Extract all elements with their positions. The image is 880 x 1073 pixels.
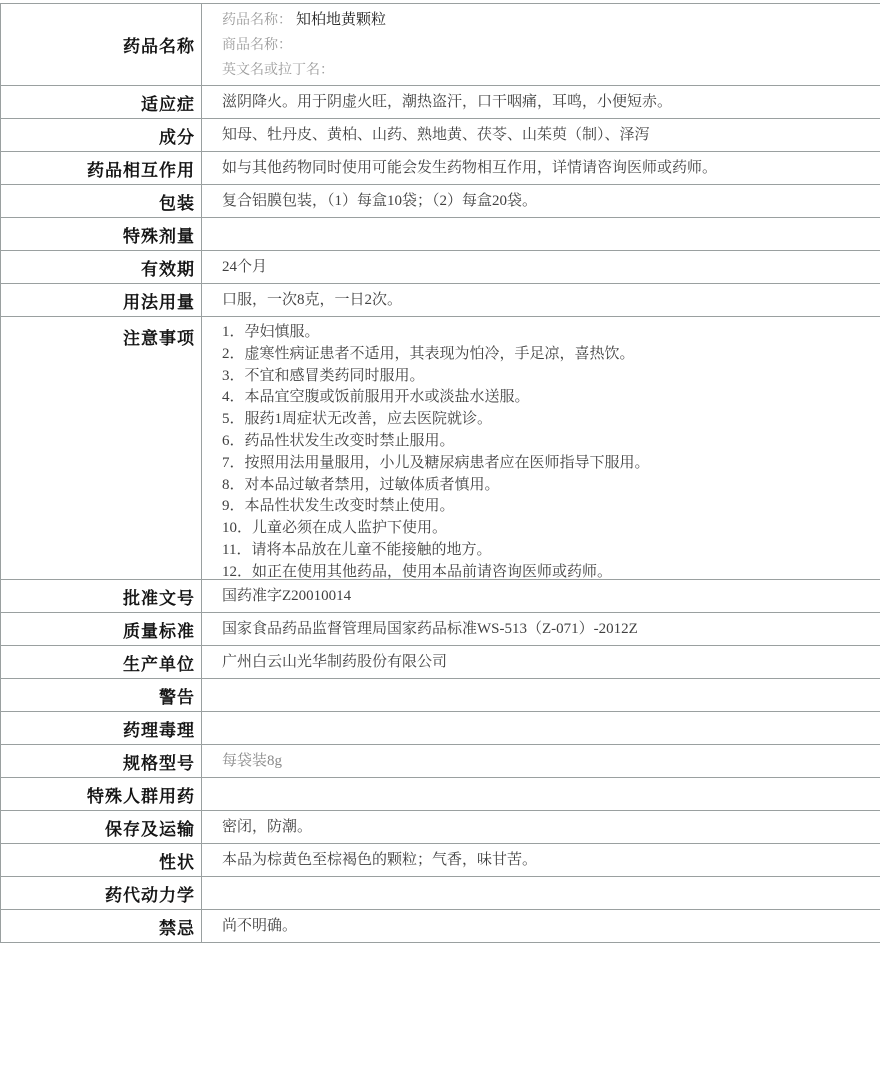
row-value bbox=[202, 877, 880, 909]
english-name-sublabel: 英文名或拉丁名： bbox=[222, 62, 334, 78]
drug-name-sublabel: 药品名称： bbox=[222, 12, 292, 28]
table-rows-container bbox=[1, 86, 880, 943]
note-item: 9．本品性状发生改变时禁止使用。 bbox=[222, 498, 455, 515]
note-item: 10．儿童必须在成人监护下使用。 bbox=[222, 520, 448, 537]
table-row bbox=[1, 284, 880, 317]
drug-name-line bbox=[222, 8, 872, 33]
row-value: 国药准字Z20010014 bbox=[222, 588, 352, 604]
row-value: 密闭，防潮。 bbox=[222, 819, 313, 835]
row-label: 有效期 bbox=[1, 251, 202, 283]
table-row bbox=[1, 185, 880, 218]
table-row bbox=[1, 218, 880, 251]
table-row bbox=[1, 613, 880, 646]
note-item: 1．孕妇慎服。 bbox=[222, 324, 320, 340]
row-label: 药品名称 bbox=[1, 4, 202, 85]
table-row bbox=[1, 646, 880, 679]
note-item: 4．本品宜空腹或饭前服用开水或淡盐水送服。 bbox=[222, 389, 530, 406]
row-value bbox=[202, 778, 880, 810]
drug-name-value: 知柏地黄颗粒 bbox=[296, 11, 387, 28]
row-label: 成分 bbox=[1, 119, 202, 151]
note-item: 2．虚寒性病证患者不适用，其表现为怕冷，手足凉，喜热饮。 bbox=[222, 345, 635, 362]
note-item: 3．不宜和感冒类药同时服用。 bbox=[222, 367, 425, 384]
row-label: 特殊剂量 bbox=[1, 218, 202, 250]
row-value: 口服，一次8克，一日2次。 bbox=[222, 292, 403, 308]
row-label: 适应症 bbox=[1, 86, 202, 118]
row-label: 批准文号 bbox=[1, 580, 202, 612]
note-item: 6．药品性状发生改变时禁止服用。 bbox=[222, 432, 455, 449]
row-label: 药理毒理 bbox=[1, 712, 202, 744]
table-row bbox=[1, 580, 880, 613]
row-value: 广州白云山光华制药股份有限公司 bbox=[222, 654, 448, 670]
table-row bbox=[1, 745, 880, 778]
row-value: 本品为棕黄色至棕褐色的颗粒；气香，味甘苦。 bbox=[222, 852, 538, 868]
table-row bbox=[1, 844, 880, 877]
row-label: 性状 bbox=[1, 844, 202, 876]
table-row bbox=[1, 86, 880, 119]
row-value bbox=[202, 679, 880, 711]
english-name-line bbox=[222, 58, 872, 83]
row-label: 包装 bbox=[1, 185, 202, 217]
table-row bbox=[1, 910, 880, 943]
row-label: 质量标准 bbox=[1, 613, 202, 645]
trade-name-line bbox=[222, 33, 872, 58]
row-value: 尚不明确。 bbox=[222, 918, 298, 934]
table-row bbox=[1, 778, 880, 811]
table-row bbox=[1, 712, 880, 745]
table-row bbox=[1, 119, 880, 152]
note-item: 11．请将本品放在儿童不能接触的地方。 bbox=[222, 541, 492, 558]
row-value: 知母、牡丹皮、黄柏、山药、熟地黄、茯苓、山茱萸（制）、泽泻 bbox=[222, 127, 650, 143]
note-item: 12．如正在使用其他药品，使用本品前请咨询医师或药师。 bbox=[222, 563, 613, 580]
table-row bbox=[1, 811, 880, 844]
row-label: 药代动力学 bbox=[1, 877, 202, 909]
row-value: 每袋装8g bbox=[222, 753, 283, 769]
row-label: 禁忌 bbox=[1, 910, 202, 942]
drug-info-table bbox=[0, 3, 880, 943]
note-item: 5．服药1周症状无改善，应去医院就诊。 bbox=[222, 411, 493, 428]
row-label: 注意事项 bbox=[1, 317, 202, 579]
row-value bbox=[202, 218, 880, 250]
trade-name-sublabel: 商品名称： bbox=[222, 37, 292, 53]
row-value bbox=[202, 4, 880, 85]
row-label: 生产单位 bbox=[1, 646, 202, 678]
row-label: 警告 bbox=[1, 679, 202, 711]
row-value: 如与其他药物同时使用可能会发生药物相互作用，详情请咨询医师或药师。 bbox=[222, 160, 718, 176]
row-label: 用法用量 bbox=[1, 284, 202, 316]
table-row bbox=[1, 152, 880, 185]
row-label: 药品相互作用 bbox=[1, 152, 202, 184]
table-row bbox=[1, 251, 880, 284]
row-label: 保存及运输 bbox=[1, 811, 202, 843]
note-item: 8．对本品过敏者禁用，过敏体质者慎用。 bbox=[222, 476, 500, 493]
row-label: 规格型号 bbox=[1, 745, 202, 777]
row-value: 滋阴降火。用于阴虚火旺，潮热盗汗，口干咽痛，耳鸣，小便短赤。 bbox=[222, 94, 673, 110]
row-value bbox=[202, 712, 880, 744]
table-row bbox=[1, 679, 880, 712]
row-value: 国家食品药品监督管理局国家药品标准WS-513（Z-071）-2012Z bbox=[222, 621, 638, 637]
table-row bbox=[1, 317, 880, 580]
row-value: 24个月 bbox=[222, 259, 268, 275]
note-item: 7．按照用法用量服用，小儿及糖尿病患者应在医师指导下服用。 bbox=[222, 454, 650, 471]
row-value bbox=[202, 317, 880, 579]
row-label: 特殊人群用药 bbox=[1, 778, 202, 810]
table-row bbox=[1, 877, 880, 910]
row-value: 复合铝膜包装，（1）每盒10袋；（2）每盒20袋。 bbox=[222, 193, 538, 209]
table-row-drug-name bbox=[1, 4, 880, 86]
